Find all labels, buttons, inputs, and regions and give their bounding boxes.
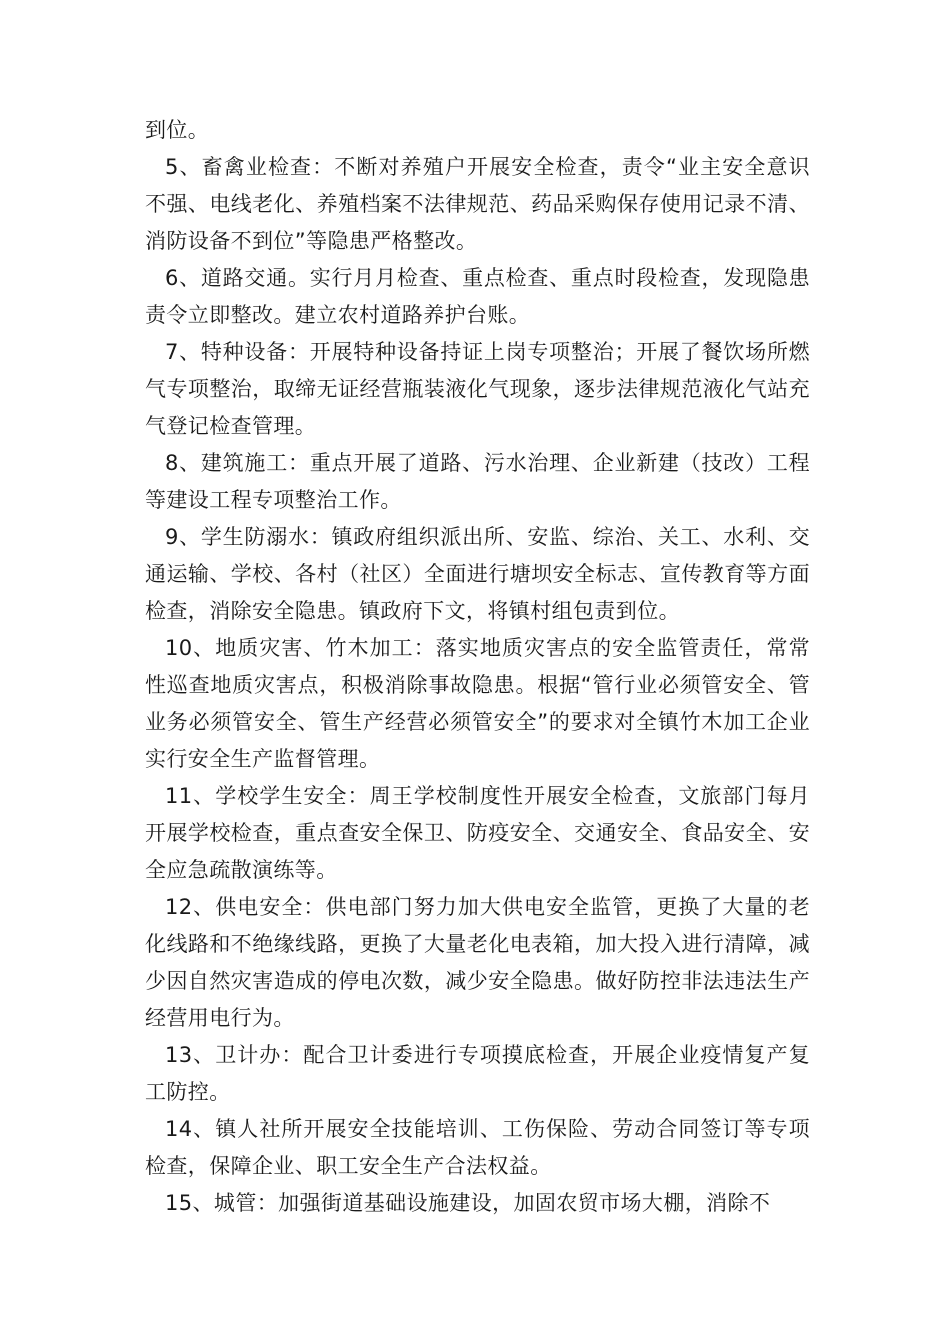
paragraph-item-15: 15、城管：加强街道基础设施建设，加固农贸市场大棚，消除不 (165, 1191, 771, 1215)
paragraph-item-6: 6、道路交通。实行月月检查、重点检查、重点时段检查，发现隐患责令立即整改。建立农村道路养护台账。 (145, 266, 810, 327)
paragraph-item-13: 13、卫计办：配合卫计委进行专项摸底检查，开展企业疫情复产复工防控。 (145, 1043, 810, 1104)
paragraph-item-11: 11、学校学生安全：周王学校制度性开展安全检查，文旅部门每月开展学校检查，重点查安全保卫、防疫安全、交通安全、食品安全、安全应急疏散演练等。 (145, 784, 810, 882)
paragraph-item-7: 7、特种设备：开展特种设备持证上岗专项整治；开展了餐饮场所燃气专项整治，取缔无证经营瓶装液化气现象，逐步法律规范液化气站充气登记检查管理。 (145, 340, 810, 438)
paragraph-item-10: 10、地质灾害、竹木加工：落实地质灾害点的安全监管责任，常常性巡查地质灾害点，积极消除事故隐患。根据“管行业必须管安全、管业务必须管安全、管生产经营必须管安全”的要求对全镇竹木加工企业实行安全生产监督管理。 (145, 636, 810, 771)
paragraph-item-5: 5、畜禽业检查：不断对养殖户开展安全检查，责令“业主安全意识不强、电线老化、养殖档案不法律规范、药品采购保存使用记录不清、消防设备不到位”等隐患严格整改。 (145, 155, 810, 253)
document-body (145, 112, 810, 1222)
paragraph-item-8: 8、建筑施工：重点开展了道路、污水治理、企业新建（技改）工程等建设工程专项整治工作。 (145, 451, 810, 512)
paragraph-item-12: 12、供电安全：供电部门努力加大供电安全监管，更换了大量的老化线路和不绝缘线路，更换了大量老化电表箱，加大投入进行清障，减少因自然灾害造成的停电次数，减少安全隐患。做好防控非法违法生产经营用电行为。 (145, 895, 810, 1030)
paragraph-item-14: 14、镇人社所开展安全技能培训、工伤保险、劳动合同签订等专项检查，保障企业、职工安全生产合法权益。 (145, 1117, 810, 1178)
paragraph-continuation: 到位。 (145, 118, 210, 142)
paragraph-item-9: 9、学生防溺水：镇政府组织派出所、安监、综治、关工、水利、交通运输、学校、各村（社区）全面进行塘坝安全标志、宣传教育等方面检查，消除安全隐患。镇政府下文，将镇村组包责到位。 (145, 525, 810, 623)
